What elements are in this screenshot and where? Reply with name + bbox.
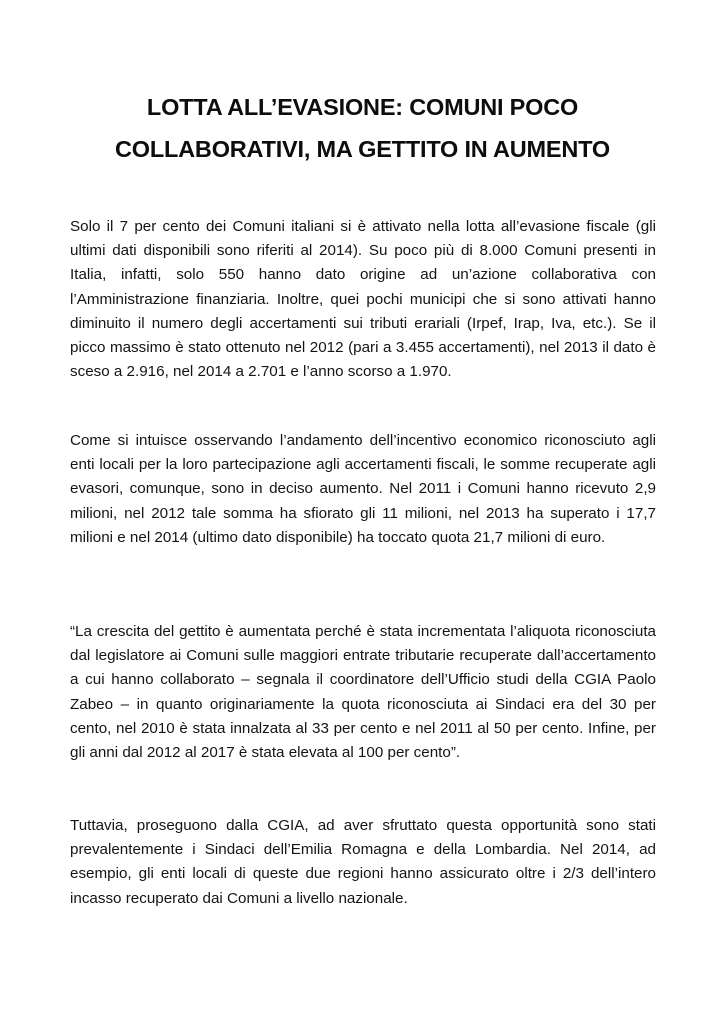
body-paragraph-4: Tuttavia, proseguono dalla CGIA, ad aver sfruttato questa opportunità sono stati prevalentemente i Sindaci dell’Emilia Romagna e della Lombardia. Nel 2014, ad esempio, gli enti locali di queste due regioni hanno assicurato oltre i 2/3 dell’intero incasso recuperato dai Comuni a livello nazionale.: [70, 817, 656, 907]
page-title: [70, 86, 655, 170]
body-paragraph-3: “La crescita del gettito è aumentata perché è stata incrementata l’aliquota riconosciuta dal legislatore ai Comuni sulle maggiori entrate tributarie recuperate dall’accertamento a cui hanno collaborato – segnala il coordinatore dell’Ufficio studi della CGIA Paolo Zabeo – in quanto originariamente la quota riconosciuta ai Sindaci era del 30 per cento, nel 2010 è stata innalzata al 33 per cento e nel 2011 al 50 per cento. Infine, per gli anni dal 2012 al 2017 è stata elevata al 100 per cento”.: [70, 623, 656, 762]
title-line-2: COLLABORATIVI, MA GETTITO IN AUMENTO: [115, 136, 610, 162]
title-line-1: LOTTA ALL’EVASIONE: COMUNI POCO: [146, 94, 579, 120]
body-paragraph-2: Come si intuisce osservando l’andamento dell’incentivo economico riconosciuto agli enti locali per la loro partecipazione agli accertamenti fiscali, le somme recuperate agli evasori, comunque, sono in deciso aumento. Nel 2011 i Comuni hanno ricevuto 2,9 milioni, nel 2012 tale somma ha sfiorato gli 11 milioni, nel 2013 ha superato i 17,7 milioni e nel 2014 (ultimo dato disponibile) ha toccato quota 21,7 milioni di euro.: [70, 432, 656, 546]
body-paragraph-1: Solo il 7 per cento dei Comuni italiani si è attivato nella lotta all’evasione fiscale (gli ultimi dati disponibili sono riferiti al 2014). Su poco più di 8.000 Comuni presenti in Italia, infatti, solo 550 hanno dato origine ad un’azione collaborativa con l’Amministrazione finanziaria. Inoltre, quei pochi municipi che si sono attivati hanno diminuito il numero degli accertamenti sui tributi erariali (Irpef, Irap, Iva, etc.). Se il picco massimo è stato ottenuto nel 2012 (pari a 3.455 accertamenti), nel 2013 il dato è sceso a 2.916, nel 2014 a 2.701 e l’anno scorso a 1.970.: [70, 218, 656, 381]
